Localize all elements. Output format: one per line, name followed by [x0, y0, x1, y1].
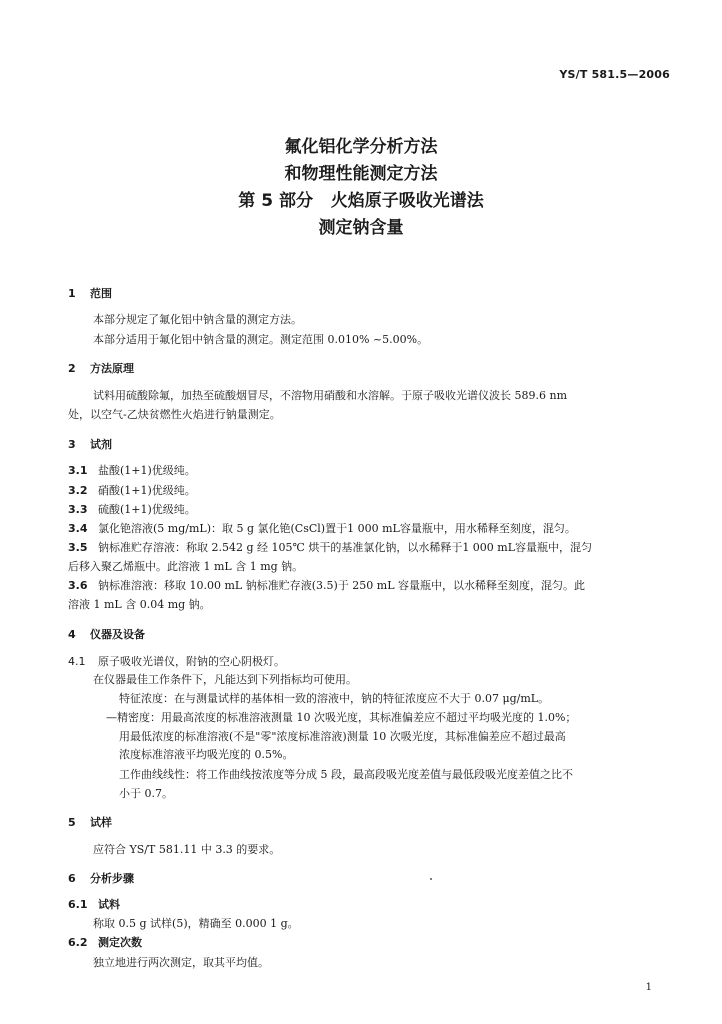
section-2-paragraph-line-1: 试料用硫酸除氟，加热至硫酸烟冒尽，不溶物用硝酸和水溶解。于原子吸收光谱仪波长 589.6 nm: [93, 389, 567, 402]
section-number: 6: [68, 872, 76, 885]
item-number: 6.2: [68, 936, 88, 949]
item-number: 3.3: [68, 503, 88, 516]
item-text: 盐酸(1+1)优级纯。: [98, 464, 196, 477]
section-2-paragraph-line-2: 处，以空气-乙炔贫燃性火焰进行钠量测定。: [68, 408, 281, 421]
section-number: 5: [68, 816, 76, 829]
doc-title-line-4: 测定钠含量: [318, 218, 404, 238]
page-number: 1: [645, 982, 652, 993]
section-1-heading: [68, 287, 112, 301]
item-text: 硫酸(1+1)优级纯。: [98, 503, 196, 516]
item-3-1: [68, 464, 196, 478]
item-text: 钠标准贮存溶液：称取 2.542 g 经 105℃ 烘干的基准氯化钠，以水稀释于1 000 mL容量瓶中，混匀: [98, 541, 593, 554]
item-text: 钠标准溶液：移取 10.00 mL 钠标准贮存液(3.5)于 250 mL 容量瓶中，以水稀释至刻度，混匀。此: [98, 579, 586, 592]
section-4-heading: [68, 628, 145, 642]
item-3-5: [68, 541, 592, 555]
item-title: 试料: [98, 898, 120, 911]
item-6-2: [68, 936, 142, 950]
item-number: 3.5: [68, 541, 88, 554]
section-title: 仪器及设备: [90, 628, 145, 641]
item-3-3: [68, 503, 196, 517]
section-title: 范围: [90, 287, 112, 300]
section-title: 试剂: [90, 438, 112, 451]
section-4-line-4: 用最低浓度的标准溶液(不是"零"浓度标准溶液)测量 10 次吸光度，其标准偏差应不超过最高: [119, 730, 566, 743]
item-3-2: [68, 484, 196, 498]
item-number: 4.1: [68, 655, 86, 668]
item-number: 6.1: [68, 898, 88, 911]
section-number: 1: [68, 287, 76, 300]
section-4-line-2: 特征浓度：在与测量试样的基体相一致的溶液中，钠的特征浓度应不大于 0.07 μg/mL。: [119, 692, 550, 705]
section-title: 分析步骤: [90, 872, 134, 885]
item-4-1: [68, 655, 285, 669]
standard-number: YS/T 581.5—2006: [559, 68, 670, 81]
item-3-5-continuation: 后移入聚乙烯瓶中。此溶液 1 mL 含 1 mg 钠。: [68, 560, 304, 573]
doc-title-line-1: 氟化铝化学分析方法: [284, 137, 438, 157]
item-title: 测定次数: [98, 936, 142, 949]
section-4-line-5: 浓度标准溶液平均吸光度的 0.5%。: [119, 748, 294, 761]
section-4-line-7: 小于 0.7。: [119, 787, 173, 800]
stray-mark: [430, 878, 432, 880]
section-number: 4: [68, 628, 76, 641]
item-number: 3.4: [68, 522, 88, 535]
section-number: 2: [68, 362, 76, 375]
item-text: 氯化铯溶液(5 mg/mL)：取 5 g 氯化铯(CsCl)置于1 000 mL容量瓶中，用水稀释至刻度，混匀。: [98, 522, 576, 535]
item-6-1: [68, 898, 120, 912]
doc-title-line-2: 和物理性能测定方法: [284, 164, 438, 184]
section-title: 试样: [90, 816, 112, 829]
section-5-heading: [68, 816, 112, 830]
item-number: 3.1: [68, 464, 88, 477]
section-6-heading: [68, 872, 134, 886]
section-title: 方法原理: [90, 362, 134, 375]
item-6-2-text: 独立地进行两次测定，取其平均值。: [93, 956, 269, 969]
item-3-4: [68, 522, 576, 536]
item-3-6: [68, 579, 585, 593]
item-number: 3.6: [68, 579, 88, 592]
doc-title-line-3: 第 5 部分 火焰原子吸收光谱法: [238, 191, 484, 211]
section-5-paragraph: 应符合 YS/T 581.11 中 3.3 的要求。: [93, 843, 281, 856]
item-3-6-continuation: 溶液 1 mL 含 0.04 mg 钠。: [68, 598, 211, 611]
section-4-line-6: 工作曲线线性：将工作曲线按浓度等分成 5 段，最高段吸光度差值与最低段吸光度差值之比不: [119, 768, 573, 781]
section-2-heading: [68, 362, 134, 376]
section-1-paragraph-1: 本部分规定了氟化铝中钠含量的测定方法。: [93, 313, 302, 326]
section-4-line-3: —精密度：用最高浓度的标准溶液测量 10 次吸光度，其标准偏差应不超过平均吸光度的 1.0%；: [106, 711, 577, 724]
section-3-heading: [68, 438, 112, 452]
section-4-line-1: 在仪器最佳工作条件下，凡能达到下列指标均可使用。: [93, 673, 357, 686]
item-6-1-text: 称取 0.5 g 试样(5)，精确至 0.000 1 g。: [93, 917, 299, 930]
section-1-paragraph-2: 本部分适用于氟化铝中钠含量的测定。测定范围 0.010% ~5.00%。: [93, 333, 429, 346]
item-text: 硝酸(1+1)优级纯。: [98, 484, 196, 497]
item-text: 原子吸收光谱仪，附钠的空心阴极灯。: [98, 655, 285, 668]
item-number: 3.2: [68, 484, 88, 497]
section-number: 3: [68, 438, 76, 451]
